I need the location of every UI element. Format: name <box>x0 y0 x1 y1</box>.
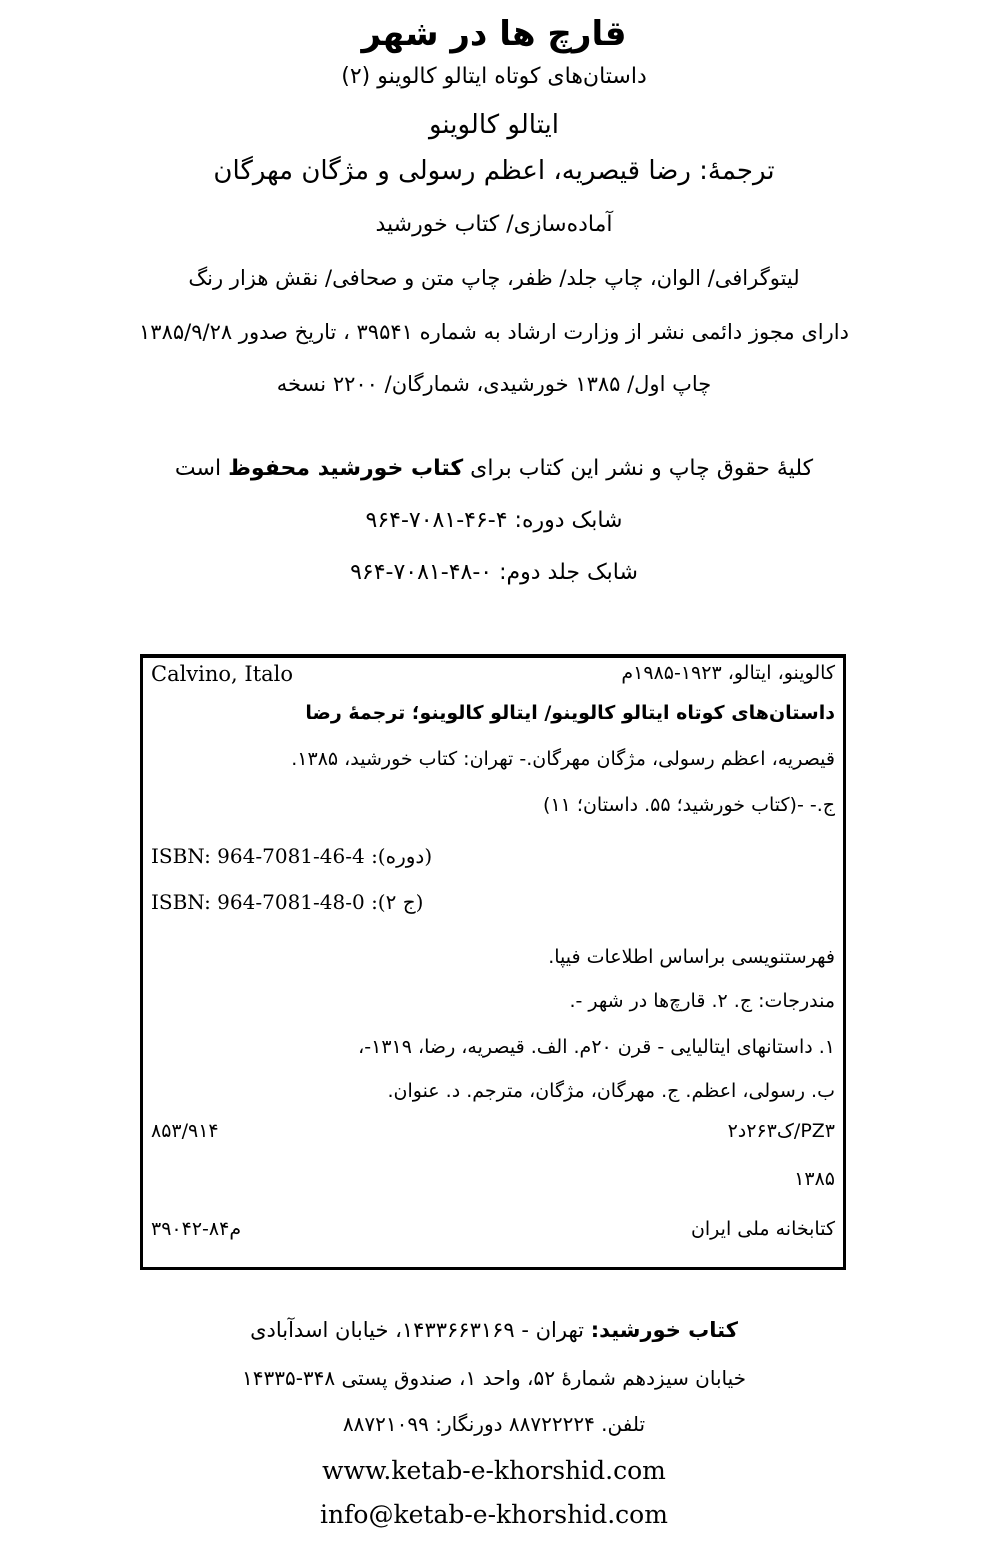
cip-library-name: کتابخانه ملی ایران <box>690 1218 835 1240</box>
book-subtitle: داستان‌های کوتاه ایتالو کالوینو (۲) <box>341 64 647 89</box>
edition-info: چاپ اول/ ۱۳۸۵ خورشیدی، شمارگان/ ۲۲۰۰ نسخه <box>276 372 712 396</box>
cip-contents-note: مندرجات: ج. ۲. قارچ‌ها در شهر -. <box>569 990 835 1012</box>
cip-library-row <box>151 1218 835 1248</box>
cip-isbn-set <box>151 844 835 874</box>
copyright-publisher: کتاب خورشید محفوظ <box>228 456 464 481</box>
cip-isbn-volume-note: :(ج ۲) <box>371 890 424 914</box>
publisher-address-line-1 <box>0 1318 988 1342</box>
cip-series-line: ج.- -(کتاب خورشید؛ ۵۵. داستان؛ ۱۱) <box>543 794 835 816</box>
cip-classification-row <box>151 1120 835 1150</box>
publisher-address-1: تهران - ۱۴۳۳۶۶۳۱۶۹، خیابان اسدآبادی <box>250 1318 584 1342</box>
publishing-license: دارای مجوز دائمی نشر از وزارت ارشاد به شماره ۳۹۵۴۱ ، تاریخ صدور ۱۳۸۵/۹/۲۸ <box>139 320 849 344</box>
cip-isbn-set-number: ISBN: 964-7081-46-4 <box>151 844 365 868</box>
publisher-phones: تلفن. ۸۸۷۲۲۲۲۴ دورنگار: ۸۸۷۲۱۰۹۹ <box>342 1412 646 1436</box>
cip-author-persian: کالوینو، ایتالو، ۱۹۲۳-۱۹۸۵م <box>621 662 835 684</box>
cip-library-number: م۸۴-۳۹۰۴۲ <box>151 1218 242 1240</box>
copyright-notice <box>0 456 988 481</box>
cip-dewey-class: ۸۵۳/۹۱۴ <box>151 1120 219 1142</box>
cip-lc-year: ۱۳۸۵ <box>794 1168 835 1190</box>
cip-author-latin: Calvino, Italo <box>151 662 294 686</box>
cip-fipa-note: فهرستنویسی براساس اطلاعات فیپا. <box>548 946 835 968</box>
translators-line: ترجمهٔ: رضا قیصریه، اعظم رسولی و مژگان مهرگان <box>213 156 775 186</box>
copyright-prefix: کلیهٔ حقوق چاپ و نشر این کتاب برای <box>470 456 814 481</box>
printing-credits: لیتوگرافی/ الوان، چاپ جلد/ ظفر، چاپ متن و صحافی/ نقش هزار رنگ <box>188 266 800 290</box>
publisher-website: www.ketab-e-khorshid.com <box>322 1456 666 1485</box>
isbn-set-line: شابک دوره: ۴-۴۶-۷۰۸۱-۹۶۴ <box>365 508 623 533</box>
cip-author-row <box>151 662 835 692</box>
cip-subject-line-1: ۱. داستانهای ایتالیایی - قرن ۲۰م. الف. قیصریه، رضا، ۱۳۱۹-، <box>358 1036 835 1058</box>
publisher-address-line-2: خیابان سیزدهم شمارهٔ ۵۲، واحد ۱، صندوق پستی ۳۴۸-۱۴۳۳۵ <box>241 1366 747 1390</box>
book-title: قارچ ها در شهر <box>361 14 627 54</box>
book-author: ایتالو کالوینو <box>428 110 559 140</box>
copyright-suffix: است <box>174 456 222 481</box>
cataloging-in-publication-box <box>140 654 846 1270</box>
preparation-line: آماده‌سازی/ کتاب خورشید <box>375 212 613 237</box>
publisher-name: کتاب خورشید: <box>590 1318 738 1342</box>
isbn-volume-line: شابک جلد دوم: ۰-۴۸-۷۰۸۱-۹۶۴ <box>350 560 638 585</box>
publisher-email: info@ketab-e-khorshid.com <box>320 1500 668 1529</box>
cip-title-line-2: قیصریه، اعظم رسولی، مژگان مهرگان.- تهران: کتاب خورشید، ۱۳۸۵. <box>291 748 835 770</box>
cip-isbn-set-note: :(دوره) <box>371 844 433 868</box>
cip-isbn-volume <box>151 890 835 920</box>
cip-isbn-volume-number: ISBN: 964-7081-48-0 <box>151 890 365 914</box>
cip-subject-line-2: ب. رسولی، اعظم. ج. مهرگان، مژگان، مترجم. د. عنوان. <box>387 1080 835 1102</box>
cip-title-line-1: داستان‌های کوتاه ایتالو کالوینو/ ایتالو کالوینو؛ ترجمهٔ رضا <box>305 702 835 724</box>
cip-lc-class: PZ۳/ک۲۶۳د۲ <box>727 1120 835 1142</box>
